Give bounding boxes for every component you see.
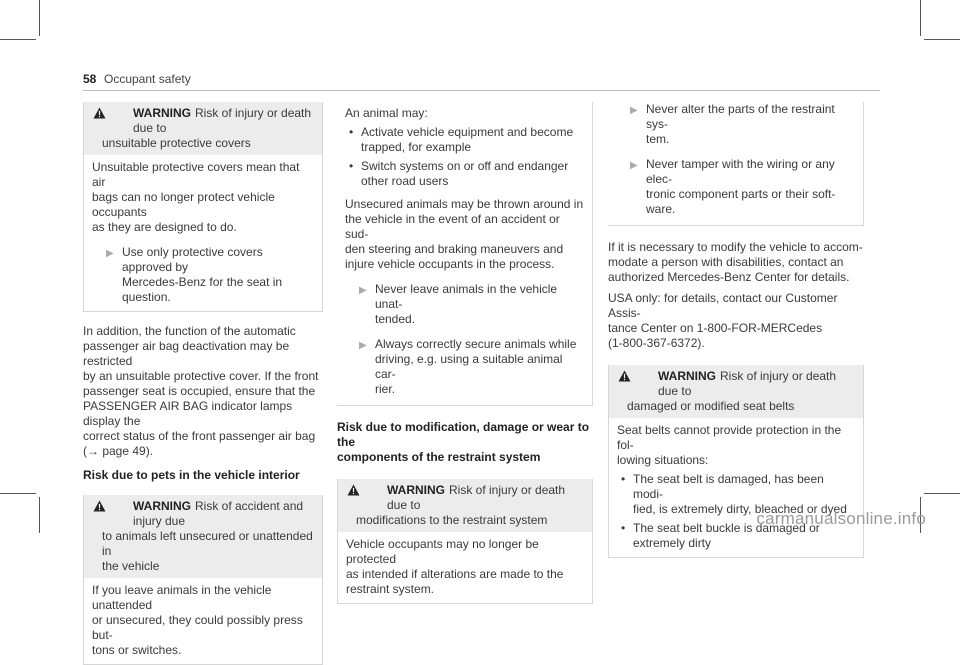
instruction-step xyxy=(616,102,855,147)
heading-line: components of the restraint system xyxy=(337,450,541,464)
arrow-right-icon: ▶ xyxy=(359,285,367,296)
text-line: PASSENGER AIR BAG indicator lamps display the xyxy=(83,399,293,428)
warning-box-animals xyxy=(83,495,323,665)
crop-mark xyxy=(39,0,40,36)
warning-title: Risk of injury or death due to xyxy=(133,106,312,135)
warning-body xyxy=(84,578,322,664)
warning-triangle-icon xyxy=(93,500,106,516)
warning-box-restraint-modifications xyxy=(337,479,593,604)
warning-label: WARNING xyxy=(133,499,191,513)
warning-title: the vehicle xyxy=(102,559,160,573)
crop-mark xyxy=(0,493,36,494)
text-line: Switch systems on or off and endanger xyxy=(361,159,569,173)
text-line: In addition, the function of the automatic xyxy=(83,324,296,338)
heading-line: Risk due to modification, damage or wear to the xyxy=(337,420,590,449)
text-line: fied, is extremely dirty, bleached or dyed xyxy=(633,502,847,516)
arrow-right-icon: ▶ xyxy=(359,340,367,351)
paragraph-usa-contact xyxy=(608,291,864,351)
text-line: correct status of the front passenger air bag xyxy=(83,429,316,443)
text-line: by an unsuitable protective cover. If the front xyxy=(83,369,319,383)
warning-box-seat-belts xyxy=(608,365,864,558)
crop-mark xyxy=(0,39,36,40)
warning-body xyxy=(338,532,592,603)
text-line: Use only protective covers approved by xyxy=(122,245,263,274)
text-line: USA only: for details, contact our Customer Assis- xyxy=(608,291,838,320)
warning-title: unsuitable protective covers xyxy=(102,136,251,150)
warning-title: Risk of accident and injury due xyxy=(133,499,304,528)
text-line: restraint system. xyxy=(346,582,435,596)
list-item xyxy=(345,159,584,189)
text-line: Mercedes-Benz for the seat in question. xyxy=(122,275,283,304)
bullet-icon: • xyxy=(349,159,354,173)
text-line: the vehicle in the event of an accident or sud- xyxy=(345,212,560,241)
section-title: Occupant safety xyxy=(104,72,191,86)
text-line: The seat belt buckle is damaged or xyxy=(633,521,820,535)
column-3 xyxy=(608,102,864,558)
text-line: authorized Mercedes-Benz Center for details. xyxy=(608,270,850,284)
warning-title: modifications to the restraint system xyxy=(356,513,548,527)
text-line: other road users xyxy=(361,174,449,188)
warning-body xyxy=(84,155,322,311)
column-1 xyxy=(83,102,323,665)
bullet-icon: • xyxy=(621,521,626,535)
warning-triangle-icon xyxy=(618,370,631,386)
text-line: (1-800-367-6372). xyxy=(608,336,705,350)
text-line: modate a person with disabilities, contact an xyxy=(608,255,844,269)
text-line: tem. xyxy=(646,132,670,146)
text-line: Activate vehicle equipment and become xyxy=(361,125,574,139)
intro-text: An animal may: xyxy=(345,106,428,120)
warning-title: Risk of injury or death due to xyxy=(658,369,837,398)
text-line: passenger seat is occupied, ensure that the xyxy=(83,384,316,398)
paragraph-unsecured-animals xyxy=(345,197,584,272)
watermark: carmanualsonline.info xyxy=(756,509,926,528)
text-line: tance Center on 1-800-FOR-MERCedes xyxy=(608,321,823,335)
warning-header xyxy=(84,495,322,578)
text-line: Unsuitable protective covers mean that air xyxy=(92,160,300,189)
crop-mark xyxy=(924,493,960,494)
instruction-step xyxy=(345,337,584,397)
warning-title: to animals left unsecured or unattended in xyxy=(102,529,313,558)
paragraph-disabilities xyxy=(608,240,864,285)
warning-header xyxy=(84,102,322,155)
text-line: passenger air bag deactivation may be restricted xyxy=(83,339,290,368)
warning-header xyxy=(609,365,863,418)
warning-title: damaged or modified seat belts xyxy=(627,399,795,413)
text-line: The seat belt is damaged, has been modi- xyxy=(633,472,824,501)
text-line: trapped, for example xyxy=(361,140,472,154)
header-divider xyxy=(83,90,880,91)
text-line: Never alter the parts of the restraint sys- xyxy=(646,102,835,131)
warning-label: WARNING xyxy=(133,106,191,120)
page-number: 58 xyxy=(83,72,97,86)
text-line: If you leave animals in the vehicle unattended xyxy=(92,583,272,612)
instruction-step xyxy=(92,245,314,305)
text-line: Always correctly secure animals while xyxy=(375,337,577,351)
text-line: as they are designed to do. xyxy=(92,220,237,234)
text-line: extremely dirty xyxy=(633,536,712,550)
warning-body xyxy=(609,418,863,557)
text-line: tons or switches. xyxy=(92,643,182,657)
heading-restraint-system xyxy=(337,420,593,465)
restraint-steps-box xyxy=(608,102,864,226)
bullet-icon: • xyxy=(621,472,626,486)
warning-label: WARNING xyxy=(658,369,716,383)
text-line: Never leave animals in the vehicle unat- xyxy=(375,282,558,311)
text-line: rier. xyxy=(375,382,396,396)
arrow-right-icon: ▶ xyxy=(106,248,114,259)
text-line: lowing situations: xyxy=(617,453,709,467)
text-line: den steering and braking maneuvers and xyxy=(345,242,564,256)
list-item xyxy=(345,125,584,155)
animal-info-box xyxy=(337,102,593,406)
warning-triangle-icon xyxy=(93,107,106,123)
crop-mark xyxy=(920,0,921,36)
instruction-step xyxy=(345,282,584,327)
text-line: as intended if alterations are made to the xyxy=(346,567,564,581)
text-line: driving, e.g. using a suitable animal car- xyxy=(375,352,563,381)
crop-mark xyxy=(39,497,40,533)
warning-title: Risk of injury or death due to xyxy=(387,483,566,512)
heading-pets: Risk due to pets in the vehicle interior xyxy=(83,468,300,482)
warning-header xyxy=(338,479,592,532)
crop-mark xyxy=(924,39,960,40)
text-line: Vehicle occupants may no longer be protected xyxy=(346,537,539,566)
warning-box-protective-covers xyxy=(83,102,323,312)
text-line: Seat belts cannot provide protection in the fol- xyxy=(617,423,842,452)
arrow-right-icon: ▶ xyxy=(630,105,638,116)
text-line: If it is necessary to modify the vehicle to accom- xyxy=(608,240,863,254)
text-line: tended. xyxy=(375,312,416,326)
paragraph-air-bag-deactivation xyxy=(83,324,323,459)
page-reference-link[interactable]: (→ page 49). xyxy=(83,444,154,458)
text-line: Never tamper with the wiring or any elec- xyxy=(646,157,835,186)
text-line: tronic component parts or their soft- xyxy=(646,187,836,201)
text-line: bags can no longer protect vehicle occupants xyxy=(92,190,275,219)
text-line: or unsecured, they could possibly press but- xyxy=(92,613,303,642)
instruction-step xyxy=(616,157,855,217)
arrow-right-icon: ▶ xyxy=(630,160,638,171)
text-line: ware. xyxy=(646,202,676,216)
column-2 xyxy=(337,102,593,604)
bullet-icon: • xyxy=(349,125,354,139)
text-line: Unsecured animals may be thrown around in xyxy=(345,197,584,211)
text-line: injure vehicle occupants in the process. xyxy=(345,257,555,271)
warning-triangle-icon xyxy=(347,484,360,500)
warning-label: WARNING xyxy=(387,483,445,497)
